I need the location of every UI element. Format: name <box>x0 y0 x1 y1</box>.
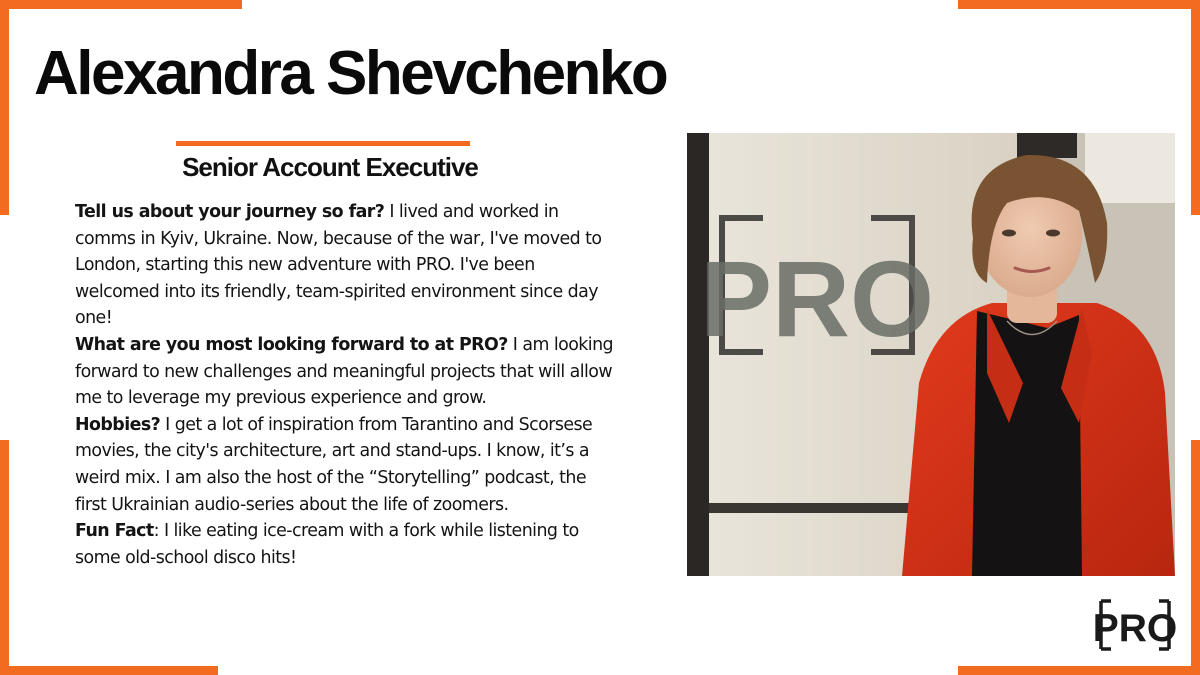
corner-accent-top-left <box>0 0 242 9</box>
corner-accent-top-right <box>958 0 1200 9</box>
photo-sign-text: PRO <box>699 238 935 359</box>
bio-item-journey <box>75 199 615 332</box>
logo-text: PRO <box>1092 607 1178 650</box>
bio-answer: I am looking forward to new challenges and meaningful projects that will allow me to leverage my previous experience and grow. <box>75 334 614 409</box>
bio-item-hobbies <box>75 412 615 518</box>
bio-question: What are you most looking forward to at PRO? <box>75 334 508 355</box>
bio-question: Tell us about your journey so far? <box>75 202 385 222</box>
profile-photo <box>687 133 1175 576</box>
bio-question: Hobbies? <box>75 414 161 435</box>
corner-accent-bottom-left <box>0 666 218 675</box>
corner-accent-bottom-left-vertical <box>0 440 9 675</box>
bio-question: Fun Fact <box>75 521 154 542</box>
bio-text <box>75 199 615 571</box>
bio-answer: : I like eating ice-cream with a fork while listening to some old-school disco hits! <box>75 521 579 568</box>
job-title: Senior Account Executive <box>182 152 478 182</box>
pro-logo <box>1092 598 1178 652</box>
corner-accent-bottom-right <box>958 666 1200 675</box>
bio-item-fun-fact <box>75 518 615 571</box>
corner-accent-top-left-vertical <box>0 0 9 215</box>
corner-accent-top-right-vertical <box>1191 0 1200 215</box>
bio-item-looking-forward <box>75 332 615 412</box>
page-title: Alexandra Shevchenko <box>34 39 667 108</box>
title-divider <box>176 141 470 146</box>
bio-answer: I get a lot of inspiration from Tarantino and Scorsese movies, the city's architecture, art and stand-ups. I know, it’s a weird mix. I am also the host of the “Storytelling” podcast, the first Ukrainian audio-series about the life of zoomers. <box>75 414 593 515</box>
corner-accent-bottom-right-vertical <box>1191 440 1200 675</box>
bio-answer: I lived and worked in comms in Kyiv, Ukraine. Now, because of the war, I've moved to London, starting this new adventure with PRO. I've been welcomed into its friendly, team-spirited environment since day one! <box>75 202 602 329</box>
